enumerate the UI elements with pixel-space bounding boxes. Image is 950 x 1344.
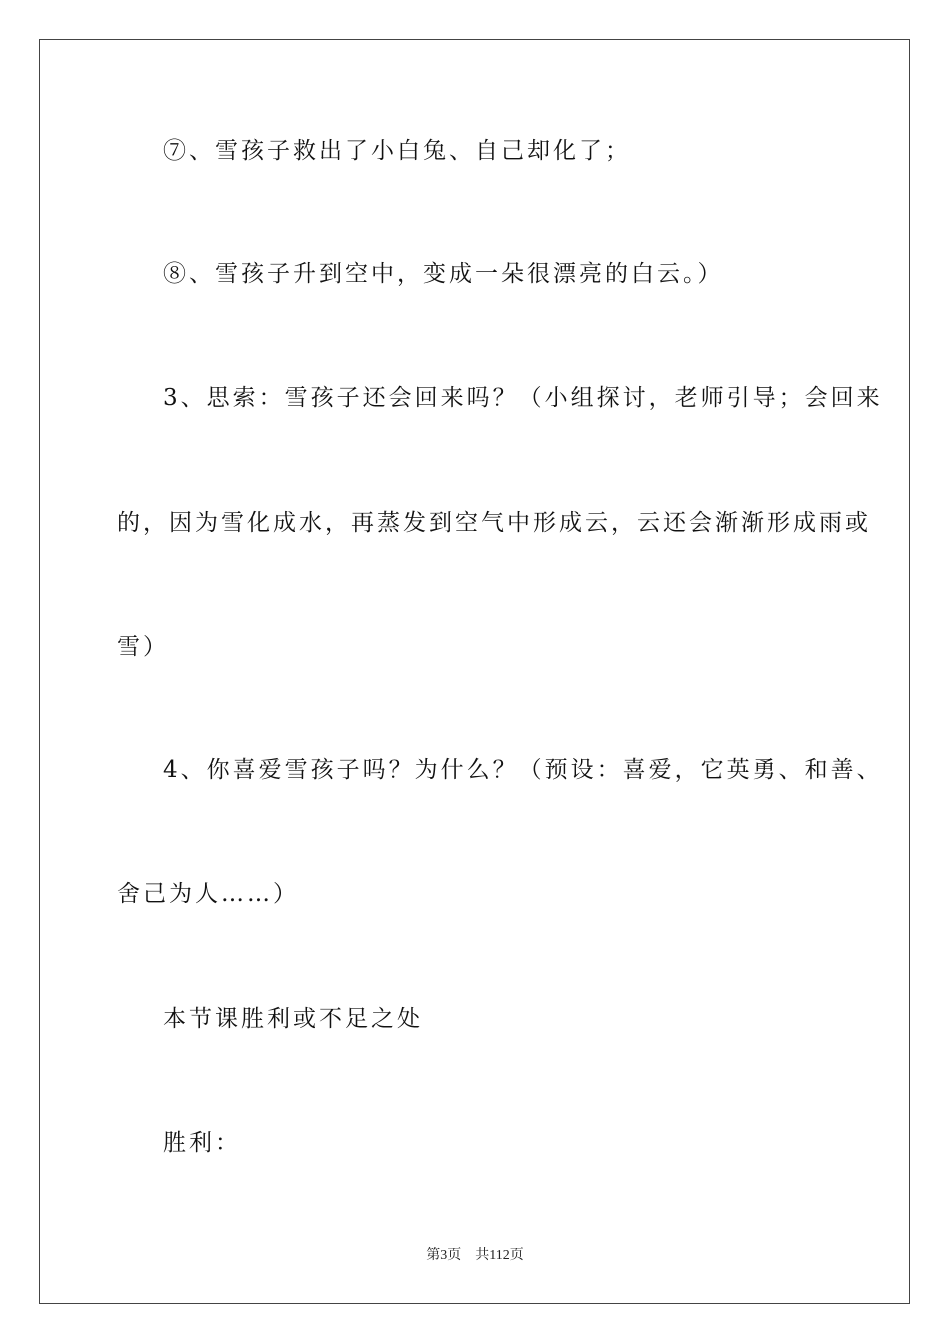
paragraph-line-1: ⑦、雪孩子救出了小白兔、自己却化了； — [163, 138, 631, 164]
page-suffix: 页 — [447, 1248, 462, 1263]
subsection-heading: 胜利： — [163, 1130, 241, 1156]
paragraph-line-5: 雪） — [117, 634, 169, 660]
total-pages: 112 — [489, 1248, 510, 1263]
page-prefix: 第 — [426, 1248, 441, 1263]
total-suffix: 页 — [509, 1248, 524, 1263]
paragraph-line-2: ⑧、雪孩子升到空中，变成一朵很漂亮的白云。） — [163, 261, 724, 287]
paragraph-line-3: 3、思索：雪孩子还会回来吗？（小组探讨，老师引导；会回来 — [163, 385, 883, 411]
paragraph-line-7: 舍己为人……） — [117, 881, 299, 907]
page-number: 3 — [440, 1248, 448, 1263]
page-footer — [0, 1247, 950, 1265]
page-border — [39, 39, 910, 1304]
section-heading: 本节课胜利或不足之处 — [163, 1006, 423, 1032]
total-prefix: 共 — [475, 1248, 490, 1263]
paragraph-line-4: 的，因为雪化成水，再蒸发到空气中形成云，云还会渐渐形成雨或 — [117, 510, 871, 536]
paragraph-line-6: 4、你喜爱雪孩子吗？为什么？（预设：喜爱，它英勇、和善、 — [163, 757, 883, 783]
